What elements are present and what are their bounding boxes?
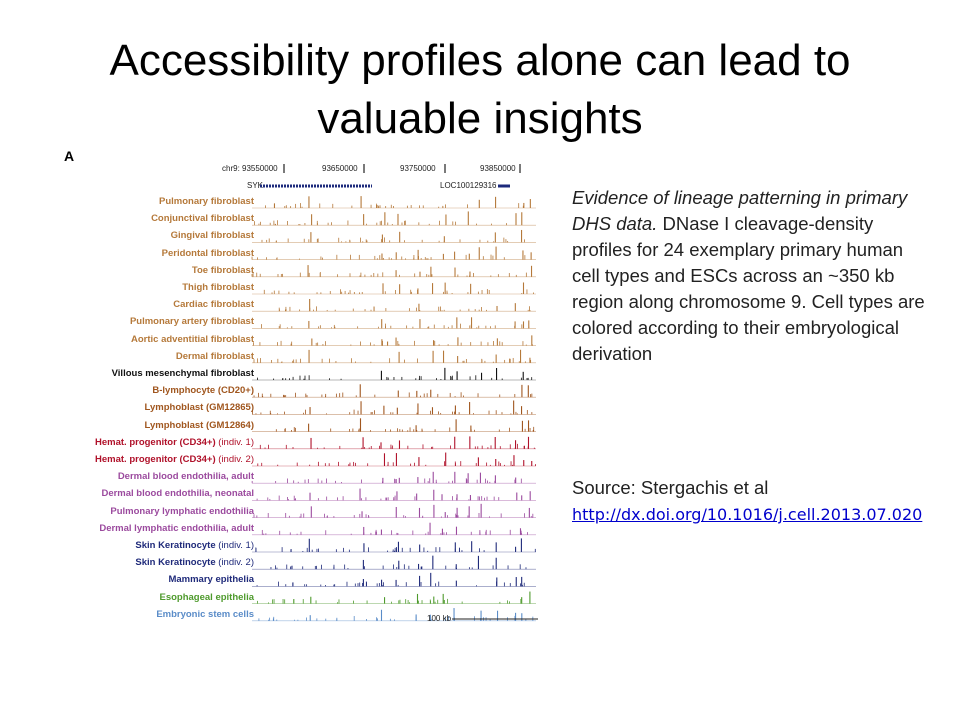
track-label (171, 230, 254, 241)
source-citation (572, 475, 932, 528)
track-label-main: Pulmonary artery fibroblast (129, 316, 254, 328)
track-label-main: Dermal blood endothilia, neonatal (101, 488, 254, 500)
track-label-main: Pulmonary lymphatic endothilia (110, 505, 254, 517)
track-label (176, 351, 254, 362)
track-label (135, 540, 254, 551)
track-label-main: Skin Keratinocyte (135, 557, 216, 569)
slide-title: Accessibility profiles alone can lead to valuable insights (109, 36, 851, 143)
track-label-main: Skin Keratinocyte (135, 540, 216, 551)
track-label-main: Dermal fibroblast (175, 350, 254, 362)
track-label-main: Dermal lymphatic endothilia, adult (99, 522, 254, 534)
track-label-main: Lymphoblast (GM12865) (144, 402, 254, 414)
track-label-main: Embryonic stem cells (156, 608, 254, 620)
coordinate-label: 93850000 (480, 164, 516, 173)
track-label-main: Hemat. progenitor (CD34+) (95, 436, 216, 448)
track-label (135, 557, 254, 568)
track-label (159, 196, 254, 207)
track-label-main: Toe fibroblast (191, 264, 254, 276)
track-label (95, 454, 254, 465)
track-label (173, 299, 254, 310)
track-label (130, 316, 254, 327)
track-label-main: Hemat. progenitor (CD34+) (95, 454, 216, 465)
track-label (101, 488, 254, 499)
coordinate-label: 93650000 (322, 164, 358, 173)
track-label (145, 420, 254, 431)
track-plot (60, 148, 550, 638)
track-label-suffix: (indiv. 1) (215, 540, 254, 551)
panel-letter: A (64, 148, 75, 164)
figure-caption (572, 185, 932, 367)
track-label (112, 368, 254, 379)
track-label (151, 213, 254, 224)
coordinate-label: 93750000 (400, 164, 436, 173)
coordinate-label: chr9: 93550000 (222, 164, 278, 173)
caption-text: DNase I cleavage-density profiles for 24 exemplary primary human cell types and ESCs across an ~350 kb region along chromosome 9. Cell types are colored according to their embryological derivation (572, 213, 925, 364)
track-label (131, 334, 254, 345)
track-label (152, 385, 254, 396)
track-label-main: Peridontal fibroblast (161, 247, 254, 259)
source-prefix: Source: Stergachis et al (572, 477, 769, 498)
track-label (162, 248, 254, 259)
gene-label-loc: LOC100129316 (440, 181, 497, 190)
track-label-main: Conjunctival fibroblast (151, 213, 254, 225)
track-label (160, 592, 255, 603)
scale-bar-label: 100 kb (427, 614, 452, 623)
track-label-main: Esophageal epithelia (159, 591, 254, 603)
track-label-main: Cardiac fibroblast (173, 299, 254, 311)
dnase-figure (60, 148, 550, 638)
track-label (118, 471, 254, 482)
track-label (99, 523, 254, 534)
track-label-suffix: (indiv. 2) (215, 557, 254, 569)
track-label (95, 437, 254, 448)
track-label-main: B-lymphocyte (CD20+) (152, 385, 254, 397)
gene-label-syk: SYK (247, 181, 264, 190)
track-label (156, 609, 254, 620)
track-label (145, 402, 254, 413)
track-label (192, 265, 254, 276)
track-label (182, 282, 254, 293)
track-label-suffix: (indiv. 2) (215, 454, 254, 465)
track-label-main: Pulmonary fibroblast (158, 196, 254, 207)
track-label-main: Mammary epithelia (168, 574, 254, 586)
caption-italic: Evidence of lineage patterning in primary DHS data. (572, 187, 908, 234)
track-label-main: Thigh fibroblast (182, 282, 254, 293)
track-label (168, 574, 254, 585)
track-label-suffix: (indiv. 1) (215, 436, 254, 448)
track-label-main: Gingival fibroblast (170, 230, 254, 242)
doi-link[interactable]: http://dx.doi.org/10.1016/j.cell.2013.07.020 (572, 505, 923, 524)
track-label-main: Villous mesenchymal fibroblast (111, 368, 254, 379)
track-label-main: Dermal blood endothilia, adult (117, 471, 254, 483)
track-label-main: Aortic adventitial fibroblast (131, 333, 254, 345)
track-label-main: Lymphoblast (GM12864) (144, 419, 254, 431)
track-label (110, 506, 254, 517)
